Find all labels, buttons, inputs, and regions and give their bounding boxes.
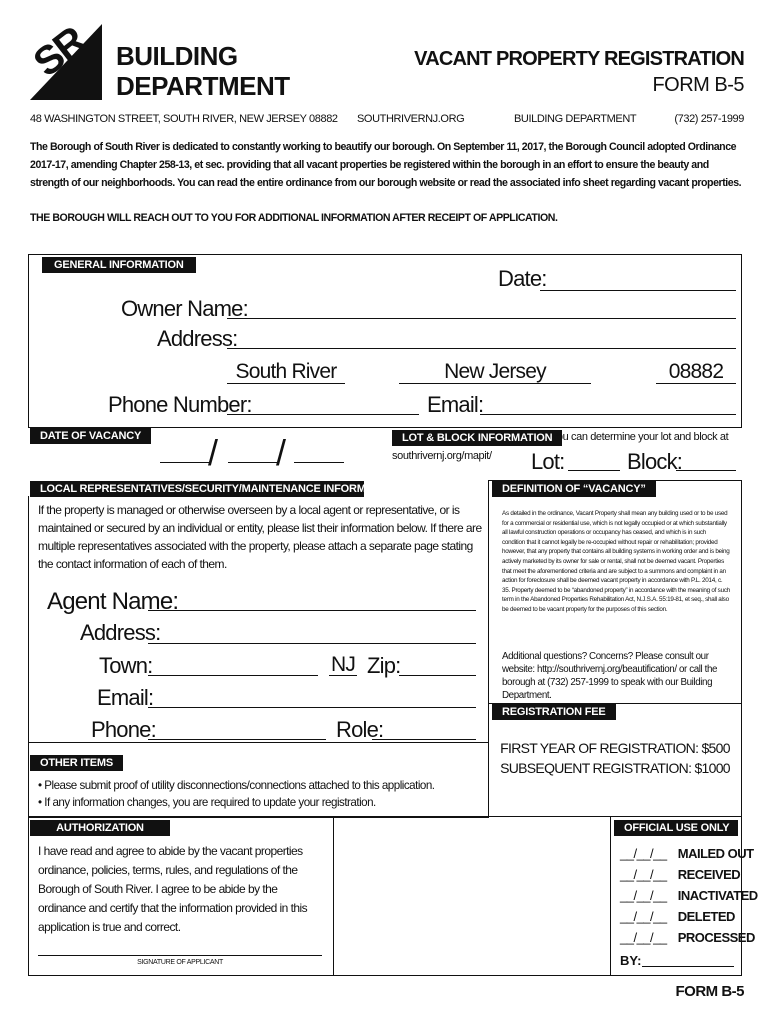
- official-by-field[interactable]: [642, 966, 734, 967]
- rep-phone-label: Phone:: [91, 717, 156, 742]
- state-value: New Jersey: [444, 360, 546, 383]
- official-row-5: [620, 930, 755, 945]
- owner-field[interactable]: [227, 318, 736, 319]
- official-date-blank: __/__/__: [620, 846, 667, 861]
- rep-state-field[interactable]: [329, 675, 357, 676]
- fee-tag: REGISTRATION FEE: [492, 704, 616, 720]
- form-title: VACANT PROPERTY REGISTRATION: [414, 48, 744, 70]
- address-field[interactable]: [227, 348, 736, 349]
- rep-address-field[interactable]: [148, 643, 476, 644]
- role-label: Role:: [336, 717, 384, 742]
- city-value: South River: [235, 360, 337, 383]
- header-address: 48 WASHINGTON STREET, SOUTH RIVER, NEW JERSEY 08882: [30, 113, 338, 125]
- footer-form-code: FORM B-5: [675, 983, 744, 1000]
- header-phone: (732) 257-1999: [674, 113, 744, 125]
- other-tag: OTHER ITEMS: [30, 755, 123, 771]
- role-field[interactable]: [372, 739, 476, 740]
- vacancy-year-field[interactable]: [294, 462, 344, 463]
- owner-label: Owner Name:: [121, 296, 248, 321]
- official-tag: OFFICIAL USE ONLY: [614, 820, 738, 836]
- lot-field[interactable]: [568, 470, 620, 471]
- address-label: Address:: [157, 326, 238, 351]
- vacancy-slash-1: /: [208, 432, 219, 473]
- rep-zip-field[interactable]: [399, 675, 476, 676]
- intro-paragraph: The Borough of South River is dedicated to constantly working to beautify our borough. On September 11, 2017, the Borough Council adopted Ordinance 2017-17, amending Chapter 258-13, et sec. providing that all vacant properties be registered within the borough in an effort to ensure the beauty and strength of our neighborhoods. You can read the entire ordinance from our borough website or read the associated info sheet regarding vacant properties.: [30, 141, 742, 189]
- lot-block-url: southrivernj.org/mapit/: [392, 450, 492, 462]
- vacancy-slash-2: /: [276, 432, 287, 473]
- official-date-blank: __/__/__: [620, 909, 667, 924]
- header-website: SOUTHRIVERNJ.ORG: [357, 113, 465, 125]
- email-label: Email:: [427, 392, 484, 417]
- auth-text: I have read and agree to abide by the vacant properties ordinance, policies, terms, rules, and regulations of the Borough of South River. I agree to be abide by the ordinance and certify that the information provided in this application is true and correct.: [38, 844, 308, 934]
- header-dept: BUILDING DEPARTMENT: [514, 113, 637, 125]
- block-field[interactable]: [676, 470, 736, 471]
- form-code: FORM B-5: [652, 74, 744, 96]
- signature-area[interactable]: [332, 816, 611, 976]
- block-label: Block:: [627, 449, 683, 474]
- official-by-label: BY:: [620, 953, 642, 968]
- local-rep-tag: LOCAL REPRESENTATIVES/SECURITY/MAINTENANCE INFORMATION: [30, 481, 364, 497]
- official-row-label: PROCESSED: [677, 930, 755, 945]
- zip-value: 08882: [668, 360, 724, 383]
- auth-tag: AUTHORIZATION: [30, 820, 170, 836]
- fee-first-year: FIRST YEAR OF REGISTRATION: $500: [500, 740, 730, 756]
- intro-notice: THE BOROUGH WILL REACH OUT TO YOU FOR ADDITIONAL INFORMATION AFTER RECEIPT OF APPLICATION.: [30, 212, 558, 224]
- other-item-2: • If any information changes, you are required to update your registration.: [38, 796, 376, 809]
- rep-state-value: NJ: [330, 653, 356, 676]
- official-row-label: INACTIVATED: [677, 888, 758, 903]
- date-field[interactable]: [540, 290, 736, 291]
- official-row-label: DELETED: [677, 909, 735, 924]
- signature-field[interactable]: [38, 955, 322, 956]
- official-row-label: MAILED OUT: [677, 846, 754, 861]
- town-label: Town:: [99, 653, 153, 678]
- rep-phone-field[interactable]: [148, 739, 326, 740]
- date-label: Date:: [498, 266, 547, 291]
- town-field[interactable]: [148, 675, 318, 676]
- official-row-4: [620, 909, 735, 924]
- definition-questions: Additional questions? Concerns? Please consult our website: http://southrivernj.org/beautification/ or call the borough at (732) 257-1999 to speak with our Building Department.: [502, 651, 718, 701]
- vacancy-month-field[interactable]: [160, 462, 210, 463]
- lot-block-tag: LOT & BLOCK INFORMATION: [392, 430, 562, 446]
- official-date-blank: __/__/__: [620, 867, 667, 882]
- vacancy-tag: DATE OF VACANCY: [30, 428, 151, 444]
- official-date-blank: __/__/__: [620, 930, 667, 945]
- agent-label: Agent Name:: [47, 588, 179, 615]
- official-date-blank: __/__/__: [620, 888, 667, 903]
- official-row-1: [620, 846, 754, 861]
- dept-line1: BUILDING: [116, 41, 238, 71]
- local-rep-description: If the property is managed or otherwise overseen by a local agent or representative, or is maintained or secured by an individual or entity, please list their information below. If there are multiple representatives associated with the property, please attach a separate page stating the contact information of each of them.: [38, 503, 482, 571]
- definition-text: As detailed in the ordinance, Vacant Property shall mean any building used or to be used for a commercial or residential use, which is not legally occupied or at which substantially all lawful construction operations or occupancy has ceased, and which is in such condition that it cannot legally be re-occupied without repair or rehabilitation; provided however, that any property that contains all building systems in working order and is being actively marketed by its owner for sale or rental, shall not be deemed vacant. Properties that meet the aforementioned criteria and are subject to a summons and complaint in an action for foreclosure shall be deemed vacant property in accordance with P.L. 2014, c. 35. Property deemed to be “abandoned property” in accordance with the meaning of such term in the Abandoned Properties Rehabilitation Act, N.J.S.A. 55:19-81, et seq., shall also be deemed to be vacant property for the purposes of this section.: [502, 510, 730, 613]
- logo: [25, 18, 102, 100]
- official-row-2: [620, 867, 740, 882]
- definition-tag: DEFINITION OF “VACANCY”: [492, 481, 656, 497]
- signature-label: SIGNATURE OF APPLICANT: [137, 959, 223, 966]
- lot-block-hint: You can determine your lot and block at: [551, 431, 729, 443]
- rep-zip-label: Zip:: [367, 653, 401, 678]
- official-row-3: [620, 888, 758, 903]
- rep-address-label: Address:: [80, 620, 161, 645]
- official-row-label: RECEIVED: [677, 867, 741, 882]
- general-tag: GENERAL INFORMATION: [42, 257, 196, 273]
- lot-label: Lot:: [531, 449, 565, 474]
- dept-line2: DEPARTMENT: [116, 71, 290, 101]
- other-item-1: • Please submit proof of utility disconnections/connections attached to this application.: [38, 779, 435, 792]
- rep-email-label: Email:: [97, 685, 154, 710]
- phone-label: Phone Number:: [108, 392, 252, 417]
- phone-field[interactable]: [227, 414, 419, 415]
- email-field[interactable]: [480, 414, 736, 415]
- agent-field[interactable]: [148, 610, 476, 611]
- rep-email-field[interactable]: [148, 707, 476, 708]
- vacancy-day-field[interactable]: [228, 462, 278, 463]
- fee-subsequent: SUBSEQUENT REGISTRATION: $1000: [500, 760, 730, 776]
- logo-text: SR: [25, 18, 94, 86]
